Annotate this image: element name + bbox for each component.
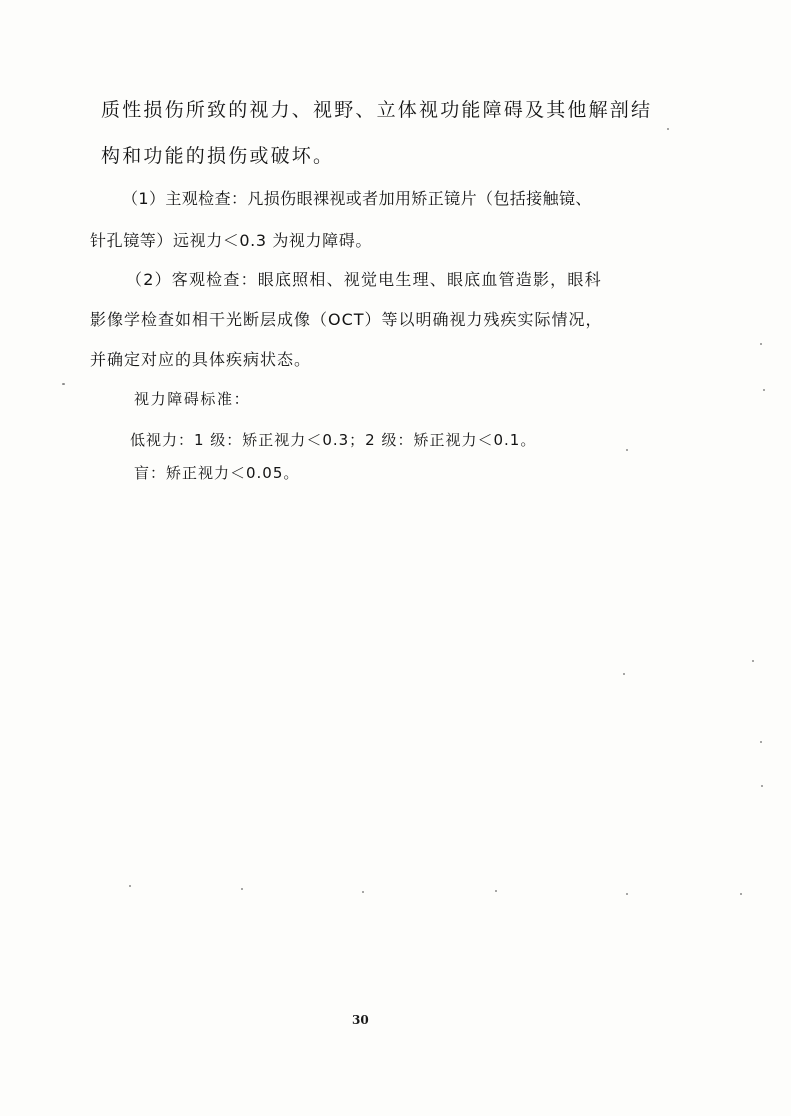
scan-speck [626, 893, 628, 895]
text-line-blindness: 盲：矫正视力＜0.05。 [134, 464, 300, 482]
scan-speck [763, 389, 765, 391]
text-line-4: 针孔镜等）远视力＜0.3 为视力障碍。 [90, 231, 372, 250]
scan-speck [623, 673, 625, 675]
text-line-3: （1）主观检查：凡损伤眼裸视或者加用矫正镜片（包括接触镜、 [122, 189, 592, 208]
text-line-1: 质性损伤所致的视力、视野、立体视功能障碍及其他解剖结 [101, 99, 653, 121]
scan-speck [129, 885, 131, 887]
text-line-low-vision: 低视力：1 级：矫正视力＜0.3；2 级：矫正视力＜0.1。 [130, 431, 537, 449]
scan-speck [761, 785, 763, 787]
scan-speck [495, 890, 497, 892]
scan-speck [760, 741, 762, 743]
scan-speck [241, 888, 243, 890]
scan-speck [62, 383, 65, 385]
scan-speck [626, 449, 628, 451]
scan-speck [740, 893, 742, 895]
section-heading: 视力障碍标准： [134, 390, 251, 408]
text-line-5: （2）客观检查：眼底照相、视觉电生理、眼底血管造影，眼科 [126, 270, 602, 289]
scan-speck [760, 343, 762, 345]
text-line-6: 影像学检查如相干光断层成像（OCT）等以明确视力残疾实际情况， [90, 310, 603, 329]
text-line-7: 并确定对应的具体疾病状态。 [90, 350, 312, 369]
scan-speck [667, 128, 669, 130]
scan-speck [362, 891, 364, 893]
page-number: 30 [352, 1013, 369, 1027]
text-line-2: 构和功能的损伤或破坏。 [101, 145, 335, 167]
scan-speck [752, 660, 754, 662]
